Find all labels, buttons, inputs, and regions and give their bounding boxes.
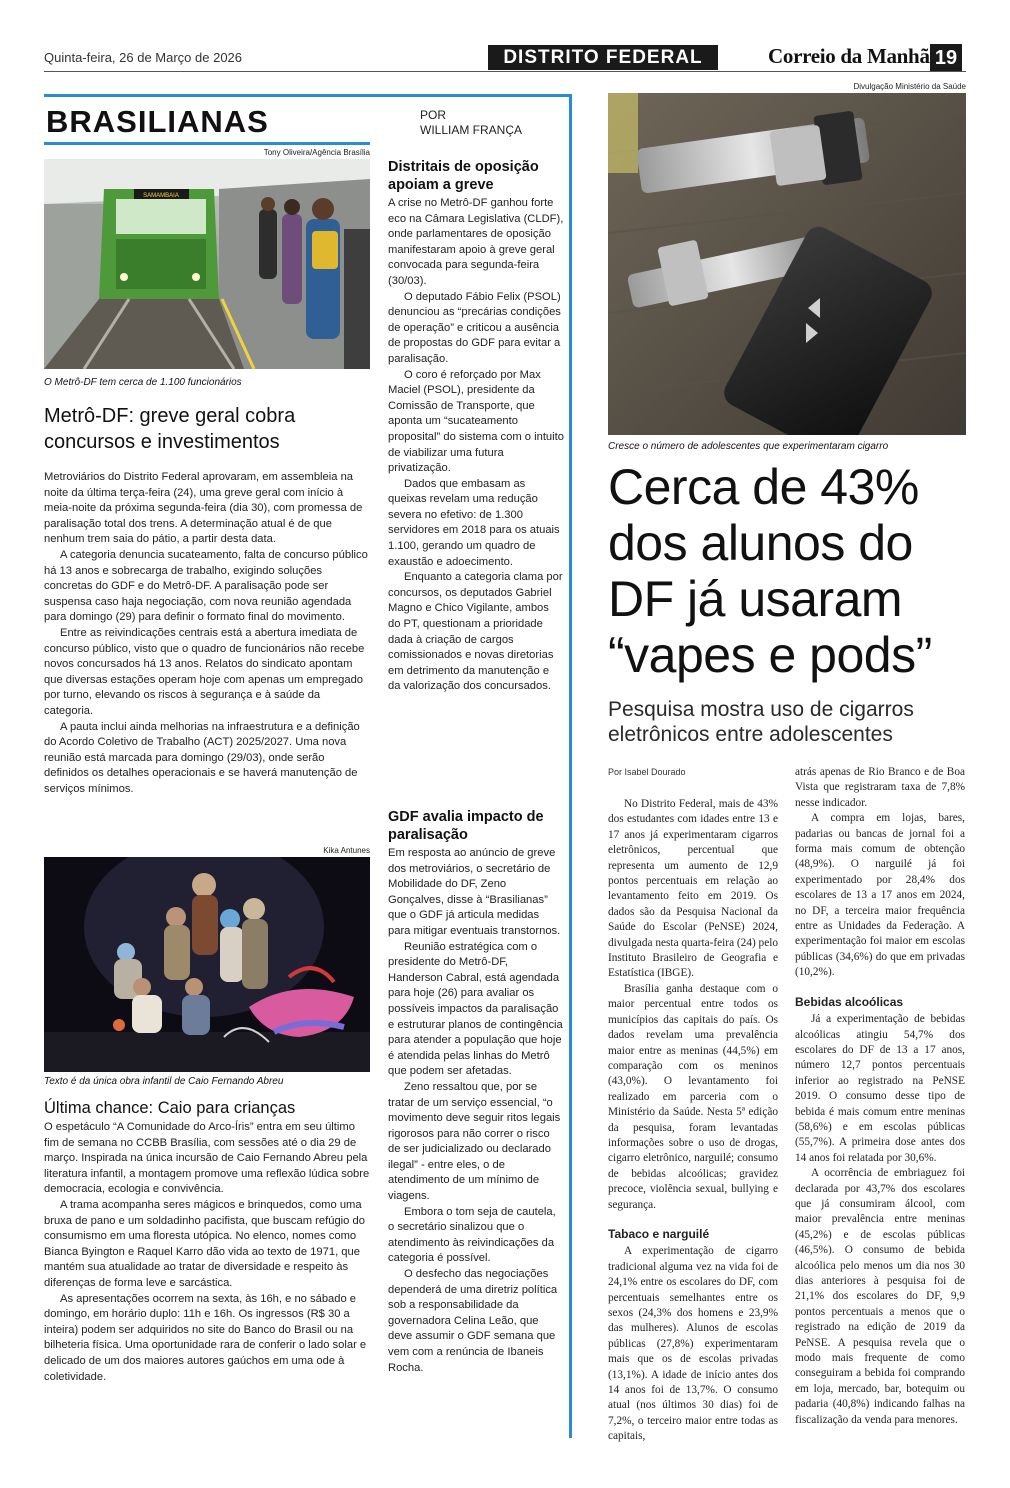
metro-photo-credit: Tony Oliveira/Agência Brasília: [263, 148, 370, 157]
gdf-paragraph: Reunião estratégica com o presidente do Metrô-DF, Handerson Cabral, está agendada para hoje (26) para avaliar os possíveis impactos da paralisação e estruturar planos de contingência para atender a população que hoje é atendida pelas linhas do Metrô que podem ser afetadas.: [388, 940, 563, 1078]
vape-paragraph: A ocorrência de embriaguez foi declarada por 43,7% dos escolares que já consumiram álcool, com maior prevalência entre meninas (45,2%) e de escolas públicas (46,5%). O consumo de bebida alcoólica pelo menos um dia nos 30 dias anteriores à pesquisa foi de 21,1% dos escolares do DF, 9,9 pontos percentuais a menos que o registrado na edição de 2019 da PeNSE. A pesquisa revela que o modo mais frequente de como conseguiram a bebida foi comprando em loja, mercado, bar, botequim ou padaria (40,8%) indicando falhas na fiscalização da venda para menores.: [795, 1167, 965, 1426]
metro-photo-caption: O Metrô-DF tem cerca de 1.100 funcionários: [44, 377, 242, 388]
vape-photo-caption: Cresce o número de adolescentes que experimentaram cigarro: [608, 441, 889, 452]
column-title: BRASILIANAS: [46, 104, 269, 139]
section-label: DISTRITO FEDERAL: [488, 45, 718, 70]
train-destination-sign: SAMAMBAIA: [143, 193, 179, 199]
vape-column-2: [795, 765, 965, 1428]
opposition-paragraph: O coro é reforçado por Max Maciel (PSOL), presidente da Comissão de Transporte, que aponta um “sucateamento proposital” do sistema com o intuito de viabilizar uma futura privatização.: [388, 368, 564, 475]
newspaper-name: Correio da Manhã: [768, 44, 930, 68]
theater-paragraph: O espetáculo “A Comunidade do Arco-Íris” entra em seu último fim de semana no CCBB Brasília, com sessões até o dia 29 de março. Inspirada na única incursão de Caio Fernando Abreu pela literatura infantil, a montagem promove uma reflexão lúdica sobre democracia, ecologia e convivência.: [44, 1121, 370, 1196]
metro-headline: [44, 403, 374, 455]
column-byline: [420, 108, 522, 138]
edition-date: Quinta-feira, 26 de Março de 2026: [44, 50, 243, 65]
vape-headline-line-3: DF já usaram: [608, 571, 903, 627]
vape-subhead-tabaco: Tabaco e narguilé: [608, 1226, 710, 1241]
metro-article-body: [44, 470, 370, 797]
opposition-article-body: [388, 196, 564, 695]
gdf-headline: GDF avalia impacto de paralisação: [388, 809, 544, 843]
gdf-paragraph: Zeno ressaltou que, por se tratar de um serviço essencial, “o movimento deve seguir ritos legais rigorosos para não correr o risco de ser judicializado ou declarado ilegal” - entre eles, o de atendimento de um mínimo de viagens.: [388, 1080, 561, 1203]
column-author: WILLIAM FRANÇA: [420, 123, 523, 137]
gdf-paragraph: Embora o tom seja de cautela, o secretário sinalizou que o atendimento às reivindicações da categoria é possível.: [388, 1205, 556, 1265]
theater-photo: [44, 857, 370, 1072]
theater-paragraph: As apresentações ocorrem na sexta, às 16h, e no sábado e domingo, em horário duplo: 11h e 16h. Os ingressos (R$ 30 a inteira) podem ser adquiridos no site do Banco do Brasil ou na bilheteria física. Uma oportunidade rara de conferir o lado solar e delicado de um dos maiores autores gaúchos em uma ode à coletividade.: [44, 1292, 367, 1383]
theater-article-body: [44, 1120, 370, 1385]
vape-deck-line-1: Pesquisa mostra uso de cigarros: [608, 698, 914, 721]
vape-paragraph: A compra em lojas, bares, padarias ou bancas de jornal foi a forma mais comum de obtenção (48,9%). O narguilé já foi experimentado por 28,4% dos escolares de 13 a 17 anos em 2024, no DF, a terceira maior frequência entre as Unidades da Federação. A experimentação foi maior em escolas públicas (34,6%) do que em privadas (10,2%).: [795, 812, 965, 979]
opposition-paragraph: A crise no Metrô-DF ganhou forte eco na Câmara Legislativa (CLDF), onde parlamentares de oposição manifestaram apoio à greve geral convocada para segunda-feira (30/03).: [388, 197, 564, 287]
gdf-article-body: [388, 846, 564, 1376]
vape-paragraph: Brasília ganha destaque com o maior percentual entre todos os municípios das capitais do país. Os dados revelam uma prevalência maior entre as meninas (44,5%) em comparação com os meninos (43,0%). O levantamento foi realizado em parceria com o Ministério da Saúde. Nesta 5ª edição da pesquisa, foram levantadas informações sobre o uso de drogas, cigarro eletrônico, narguilé; consumo de bebidas alcoólicas; gravidez precoce, violência sexual, bullying e segurança.: [608, 982, 778, 1211]
metro-paragraph: Entre as reivindicações centrais está a abertura imediata de concurso público, visto que o quadro de funcionários não recebe novos concursados há 13 anos. Relatos do sindicato apontam que diversas estações operam hoje com apenas um empregado por turno, elevando os riscos à segurança e à saúde da categoria.: [44, 626, 365, 717]
theater-headline: Última chance: Caio para crianças: [44, 1099, 296, 1117]
vape-subhead-bebidas: Bebidas alcoólicas: [795, 994, 904, 1009]
header-rule: [44, 71, 966, 72]
theater-paragraph: A trama acompanha seres mágicos e brinquedos, como uma bruxa de pano e um soldadinho pacifista, que buscam refúgio do consumismo em uma floresta utópica. No elenco, nomes como Bianca Byington e Raquel Karro dão vida ao texto de 1971, que mantém sua atualidade ao tratar de diversidade e respeito às diferenças de forma leve e sarcástica.: [44, 1198, 365, 1289]
column-title-rule: [44, 142, 370, 145]
vape-deck: [608, 697, 978, 747]
vape-paragraph: atrás apenas de Rio Branco e de Boa Vista que registraram taxa de 7,8% nesse indicador.: [795, 766, 965, 809]
theater-photo-credit: Kika Antunes: [323, 846, 370, 855]
vape-deck-line-2: eletrônicos entre adolescentes: [608, 723, 893, 746]
metro-headline-line-2: concursos e investimentos: [44, 431, 280, 453]
vape-byline: Por Isabel Dourado: [608, 767, 686, 777]
gdf-paragraph: O desfecho das negociações dependerá de uma diretriz política sob a responsabilidade da governadora Celina Leão, que deve assumir o GDF semana que vem com a renúncia de Ibaneis Rocha.: [388, 1268, 558, 1374]
metro-paragraph: Metroviários do Distrito Federal aprovaram, em assembleia na noite da última terça-feira (24), uma greve geral com início à meia-noite da próxima segunda-feira (dia 30), com promessa de paralisação total dos trens. A determinação atual é de que nenhum trem saia do pátio, a partir desta data.: [44, 471, 363, 546]
metro-photo: [44, 159, 370, 369]
vape-column-1: [608, 797, 778, 1445]
vape-paragraph: Já a experimentação de bebidas alcoólicas atingiu 54,7% dos escolares do DF de 13 a 17 anos, número 12,7 pontos percentuais inferior ao registrado na PeNSE 2019. O consumo desse tipo de bebida é mais comum entre meninas (58,6%) e em escolas públicas (55,7%). A primeira dose antes dos 14 anos foi relatada por 30,6%.: [795, 1013, 965, 1164]
vape-paragraph: A experimentação de cigarro tradicional alguma vez na vida foi de 24,1% entre os escolares do DF, com percentuais semelhantes entre os sexos (24,3% dos homens e 23,9% das mulheres). Alunos de escolas públicas (27,8%) experimentaram mais que os de escolas privadas (13,1%). A idade de início antes dos 14 anos foi de 13,7%. O consumo atual (nos últimos 30 dias) foi de 7,2%, o terceiro maior entre todas as capitais,: [608, 1245, 778, 1443]
opposition-headline: Distritais de oposição apoiam a greve: [388, 159, 539, 193]
vape-paragraph: No Distrito Federal, mais de 43% dos estudantes com idades entre 13 e 17 anos já experimentaram cigarros eletrônicos, percentual que representa um aumento de 12,9 pontos percentuais em relação ao levantamento feito em 2019. Os dados são da Pesquisa Nacional da Saúde do Escolar (PeNSE) 2024, divulgada nesta quarta-feira (24) pelo Instituto Brasileiro de Geografia e Estatística (IBGE).: [608, 798, 779, 980]
theater-photo-caption: Texto é da única obra infantil de Caio Fernando Abreu: [44, 1076, 284, 1087]
opposition-paragraph: Enquanto a categoria clama por concursos, os deputados Gabriel Magno e Chico Vigilante, ambos do PT, questionam a prioridade dada à criação de cargos comissionados e novas diretorias em detrimento da manutenção e da valorização dos concursados.: [388, 571, 563, 693]
opposition-paragraph: O deputado Fábio Felix (PSOL) denunciou as “precárias condições de operação” e criticou a ausência de propostas do GDF para evitar a paralisação.: [388, 290, 561, 365]
vape-headline-line-1: Cerca de 43%: [608, 459, 919, 515]
vape-headline: [608, 459, 978, 683]
metro-paragraph: A pauta inclui ainda melhorias na infraestrutura e a definição do Acordo Coletivo de Trabalho (ACT) 2025/2027. Uma nova reunião está marcada para domingo (29/03), onde serão definidos os detalhes operacionais e se haverá manutenção de serviços mínimos.: [44, 720, 360, 795]
gdf-paragraph: Em resposta ao anúncio de greve dos metroviários, o secretário de Mobilidade do DF, Zeno Gonçalves, disse à “Brasilianas” que o GDF já articula medidas para mitigar eventuais transtornos.: [388, 847, 561, 937]
column-byline-prefix: POR: [420, 108, 447, 122]
vape-photo: [608, 93, 966, 435]
opposition-paragraph: Dados que embasam as queixas revelam uma redução severa no efetivo: de 1.300 servidores em 2018 para os atuais 1.100, gerando um quadro de exaustão e adoecimento.: [388, 477, 560, 568]
page-number: 19: [930, 44, 962, 72]
metro-paragraph: A categoria denuncia sucateamento, falta de concurso público há 13 anos e sobrecarga de trabalho, exigindo soluções concretas do GDF e do Metrô-DF. A paralisação pode ser suspensa caso haja negociação, com nova reunião agendada para domingo (29) para definir o formato final do movimento.: [44, 548, 368, 624]
vape-headline-line-2: dos alunos do: [608, 515, 913, 571]
vape-photo-credit: Divulgação Ministério da Saúde: [853, 82, 966, 91]
metro-headline-line-1: Metrô-DF: greve geral cobra: [44, 405, 296, 427]
vape-headline-line-4: “vapes e pods”: [608, 627, 932, 683]
